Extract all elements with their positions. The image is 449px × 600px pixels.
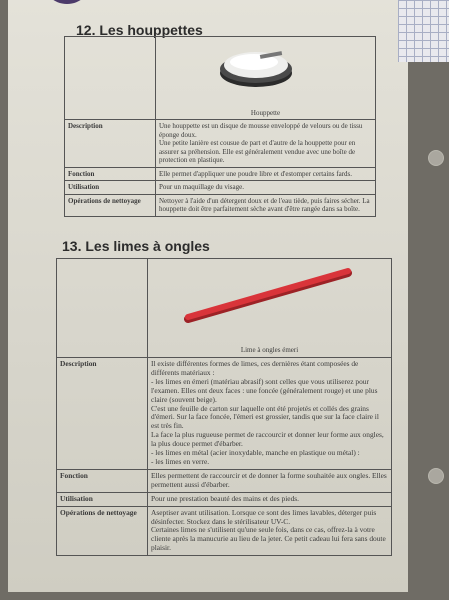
table-row (65, 194, 376, 216)
row-label: Utilisation (57, 492, 148, 506)
text-line: - les limes en métal (acier inoxydable, manche en plastique ou métal) : (151, 448, 360, 458)
row-label: Fonction (57, 469, 148, 492)
row-value (156, 194, 376, 216)
limes-table (56, 258, 392, 556)
row-label: Fonction (65, 167, 156, 181)
punch-hole (428, 468, 444, 484)
text-line: Pour une prestation beauté des mains et des pieds. (151, 493, 299, 503)
table-row (65, 181, 376, 195)
table-row (57, 492, 392, 506)
text-line: - les limes en verre. (151, 456, 210, 466)
image-row (65, 37, 376, 120)
text-line: Nettoyer à l'aide d'un détergent doux et de l'eau tiède, puis faires sécher. La houppette doit être parfaitement sèche avant d'être rangée dans sa boîte. (159, 196, 370, 213)
punch-hole (428, 150, 444, 166)
houppette-caption: Houppette (250, 108, 281, 117)
row-label: Opérations de nettoyage (65, 194, 156, 216)
text-line: Aseptiser avant utilisation. Lorsque ce sont des limes lavables, déterger puis désinfecter. Stockez dans le stérilisateur UV-C. (151, 507, 377, 526)
binder-tab (42, 0, 92, 4)
row-value (148, 358, 392, 470)
text-line: La face la plus rugueuse permet de raccourcir et donner leur forme aux ongles, la plus douce permet d'ébarber. (151, 430, 384, 449)
text-line: Il existe différentes formes de limes, ces dernières étant composées de différents matériaux : (151, 359, 359, 377)
text-line: Pour un maquillage du visage. (159, 183, 244, 191)
grid-paper-corner (398, 0, 449, 62)
row-value (148, 469, 392, 492)
row-label: Description (65, 120, 156, 168)
table-row (57, 469, 392, 492)
text-line: Elle permet d'appliquer une poudre libre et d'estomper certains fards. (159, 169, 353, 178)
text-line: Une petite lanière est cousue de part et d'autre de la houppette pour en assurer sa préhension. Elle est généralement vendue avec une boîte de protection en plastique. (159, 139, 356, 164)
text-line: Une houppette est un disque de mousse enveloppé de velours ou de tissu éponge doux. (159, 122, 363, 139)
houppette-image (216, 43, 296, 93)
text-line: C'est une feuille de carton sur laquelle ont été projetés et collés des grains d'émeri. Sur la face foncée, l'émeri est grossier, tandis que sur la face claire il est très fin. (151, 403, 379, 431)
houppette-image-cell (156, 37, 376, 120)
row-value (148, 492, 392, 506)
nail-file-image (178, 265, 358, 325)
row-label: Description (57, 358, 148, 470)
row-label: Opérations de nettoyage (57, 506, 148, 556)
table-row (65, 120, 376, 168)
text-line: Elles permettent de raccourcir et de donner la forme souhaitée aux ongles. Elles permettent aussi d'ébarber. (151, 470, 387, 489)
row-value (156, 181, 376, 195)
table-row (57, 358, 392, 470)
table-row (65, 167, 376, 181)
empty-label-cell (57, 259, 148, 358)
empty-label-cell (65, 37, 156, 120)
section-title-limes: 13. Les limes à ongles (62, 238, 210, 254)
row-value (156, 120, 376, 168)
table-row (57, 506, 392, 556)
text-line: - les limes en émeri (matériau abrasif) sont celles que vous utiliserez pour l'examen. Elles ont deux faces : une foncée (généralement rouge) et une plus claire (souvent beige). (151, 376, 378, 404)
text-line: Certaines limes ne s'utilisent qu'une seule fois, dans ce cas, offrez-la à votre cliente après la manucurie au lieu de la jeter. Ce petit cadeau lui fera sans doute plaisir. (151, 525, 386, 553)
image-row (57, 259, 392, 358)
row-label: Utilisation (65, 181, 156, 195)
lime-image-cell (148, 259, 392, 358)
row-value (148, 506, 392, 556)
section-title-houppettes: 12. Les houppettes (76, 22, 203, 38)
lime-caption: Lime à ongles émeri (240, 346, 299, 355)
houppette-table (64, 36, 376, 217)
row-value (156, 167, 376, 181)
